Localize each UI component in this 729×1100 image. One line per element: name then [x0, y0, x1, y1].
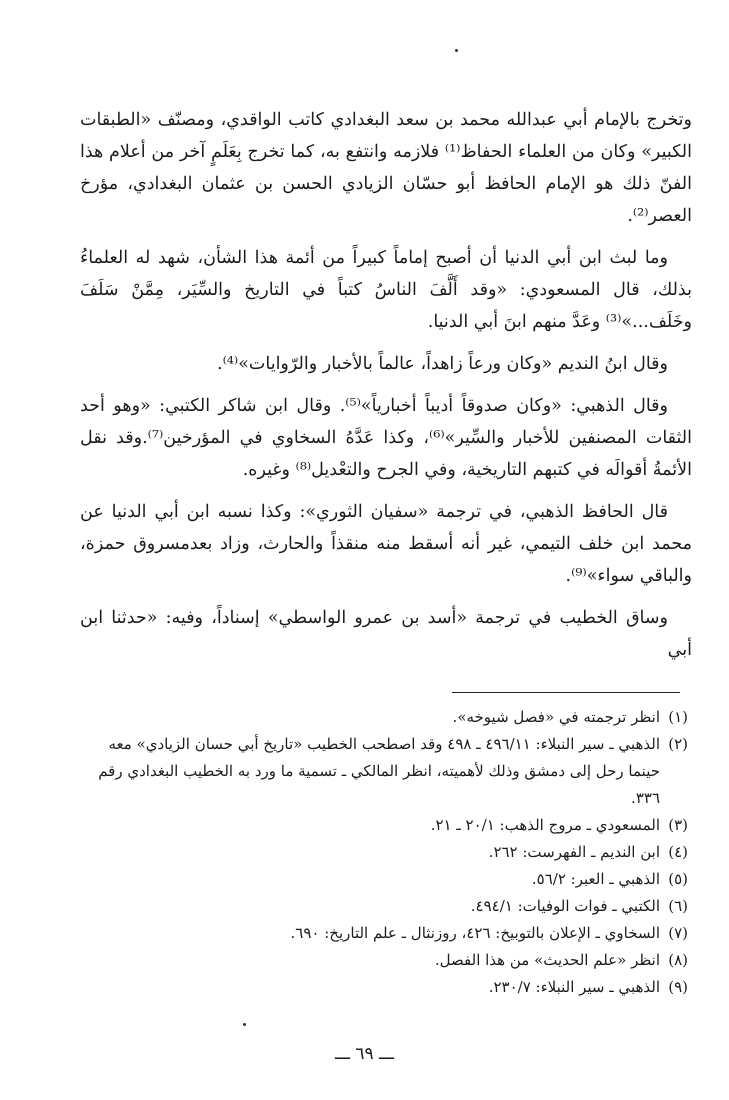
footnote-number: (٢): [668, 735, 688, 753]
footnote-1: [80, 704, 688, 731]
paragraph-4: وقال الذهبي: «وكان صدوقاً أديباً أخبارياً»⁽⁵⁾. وقال ابن شاكر الكتبي: «وهو أحد الثقات المصنفين للأخبار والسِّير»⁽⁶⁾، وكذا عَدَّهُ السخاوي في المؤرخين⁽⁷⁾.وقد نقل الأئمةُ أقوالَه في كتبهم التاريخية، وفي الجرح والتعْديل⁽⁸⁾ وغيره.: [80, 396, 692, 480]
footnote-number: (٧): [668, 924, 688, 942]
footnote-text: انظر «علم الحديث» من هذا الفصل.: [434, 951, 660, 969]
footnote-3: [80, 812, 688, 839]
footnote-2: [80, 731, 688, 812]
paragraph-6: وساق الخطيب في ترجمة «أسد بن عمرو الواسطي» إسناداً، وفيه: «حدثنا ابن أبي: [80, 608, 692, 660]
footnote-separator: [452, 692, 680, 693]
footnote-8: [80, 947, 688, 974]
footnote-text: انظر ترجمته في «فصل شيوخه».: [452, 708, 660, 726]
footnote-text: الذهبي ـ العبر: ٥٦/٢.: [531, 870, 660, 888]
paragraph-2: وما لبث ابن أبي الدنيا أن أصبح إماماً كبيراً من أئمة هذا الشأن، شهد له العلماءُ بذلك، قال المسعودي: «وقد أَلَّفَ الناسُ كتباً في التاريخ والسِّيَر، مِمَّنْ سَلَفَ وخَلَف...»⁽³⁾ وعَدَّ منهم ابنَ أبي الدنيا.: [80, 248, 692, 332]
footnote-9: [80, 974, 688, 1001]
footnote-4: [80, 839, 688, 866]
footnote-number: (٥): [668, 870, 688, 888]
footnote-text: المسعودي ـ مروج الذهب: ٢٠/١ ـ ٢١.: [430, 816, 660, 834]
footnote-number: (٣): [668, 816, 688, 834]
paragraph-1: وتخرج بالإمام أبي عبدالله محمد بن سعد البغدادي كاتب الواقدي، ومصنّف «الطبقات الكبير» وكان من العلماء الحفاظ⁽¹⁾ فلازمه وانتفع به، كما تخرج بِعَلَمٍ آخر من أعلام هذا الفنّ ذلك هو الإمام الحافظ أبو حسّان الزيادي الحسن بن عثمان البغدادي، مؤرخ العصر⁽²⁾.: [80, 110, 692, 226]
main-text: [80, 104, 692, 676]
footnote-5: [80, 866, 688, 893]
paragraph-5: قال الحافظ الذهبي، في ترجمة «سفيان الثوري»: وكذا نسبه ابن أبي الدنيا عن محمد ابن خلف التيمي، غير أنه أسقط منه منقذاً والحارث، وزاد بعدمسروق حمزة، والباقي سواء»⁽⁹⁾.: [80, 502, 692, 586]
footnotes: [80, 704, 688, 1001]
footnote-number: (٩): [668, 978, 688, 996]
footnote-text: الذهبي ـ سير النبلاء: ٢٣٠/٧.: [488, 978, 660, 996]
footnote-text: الكتبي ـ فوات الوفيات: ٤٩٤/١.: [470, 897, 660, 915]
footnote-number: (١): [668, 708, 688, 726]
footnote-number: (٨): [668, 951, 688, 969]
footnote-7: [80, 920, 688, 947]
paragraph-3: وقال ابنُ النديم «وكان ورعاً زاهداً، عالماً بالأخبار والرّوايات»⁽⁴⁾.: [217, 354, 668, 374]
footnote-text: السخاوي ـ الإعلان بالتوبيخ: ٤٢٦، روزنثال ـ علم التاريخ: ٦٩٠.: [290, 924, 660, 942]
footnote-text: الذهبي ـ سير النبلاء: ٤٩٦/١١ ـ ٤٩٨ وقد اصطحب الخطيب «تاريخ أبي حسان الزيادي» معه حينما رحل إلى دمشق وذلك لأهميته، انظر المالكي ـ تسمية ما ورد به الخطيب البغدادي رقم ٣٣٦.: [98, 735, 660, 807]
stray-mark-bottom: [243, 1023, 246, 1026]
footnote-6: [80, 893, 688, 920]
footnote-number: (٦): [668, 897, 688, 915]
footnote-number: (٤): [668, 843, 688, 861]
footnote-text: ابن النديم ـ الفهرست: ٢٦٢.: [488, 843, 660, 861]
stray-mark-top: [455, 49, 458, 52]
page-number: ـــ ٦٩ ـــ: [335, 1044, 394, 1064]
